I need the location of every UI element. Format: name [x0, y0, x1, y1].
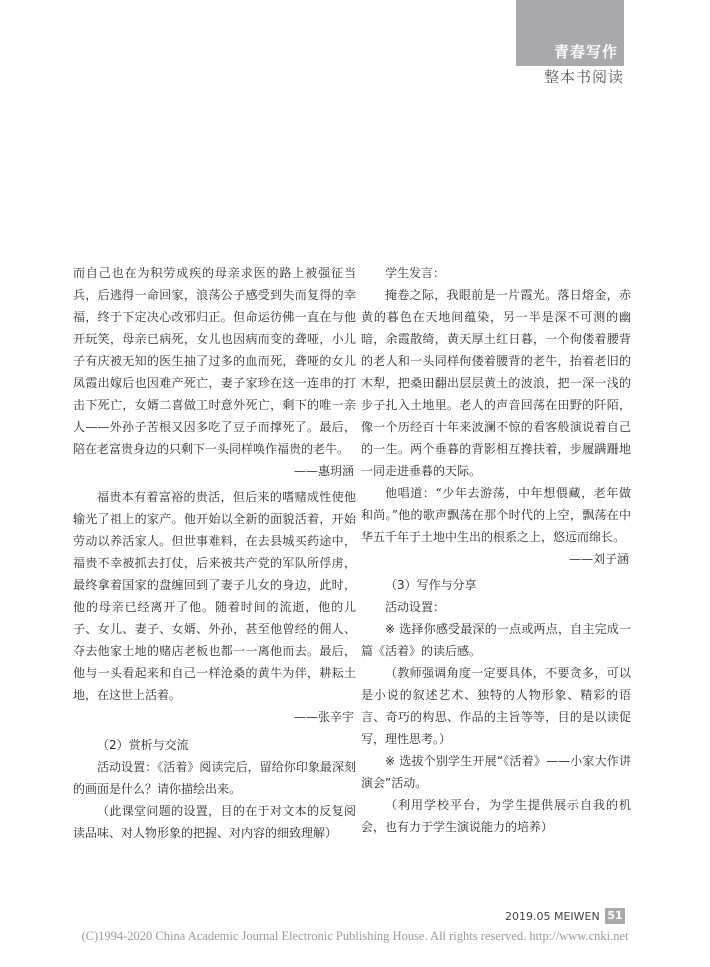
- activity-item-1: ※ 选择你感受最深的一点或两点，自主完成一篇《活着》的读后感。: [361, 622, 631, 658]
- teacher-note-2: （此课堂问题的设置，目的在于对文本的反复阅读品味、对人物形象的把握、对内容的细致理解）: [73, 804, 356, 840]
- activity-item-2: ※ 选拔个别学生开展“《活着》——小家大作讲演会”活动。: [361, 754, 631, 790]
- section-heading-3: （3）写作与分享: [385, 578, 477, 592]
- story-summary-1: 而自己也在为积劳成疾的母亲求医的路上被强征当兵，后逃得一命回家，浪荡公子感受到失而复得的幸福，终于下定决心改邪归正。但命运彷佛一直在与他开玩笑，母亲已病死，女儿也因病而变的聋哑，小儿子有庆被无知的医生抽了过多的血而死，聋哑的女儿凤霞出嫁后也因难产死亡，妻子家珍在这一连串的打击下死亡，女婿二喜做工时意外死亡，剩下的唯一亲人——外孙子苦根又因多吃了豆子而撑死了。最后，陪在老富贵身边的只剩下一头同样唤作福贵的老牛。: [73, 266, 356, 456]
- issue-label: 2019.05 MEIWEN: [505, 910, 600, 923]
- section-heading-2: （2）赏析与交流: [97, 738, 189, 752]
- copyright-watermark: (C)1994-2020 China Academic Journal Electronic Publishing House. All rights reserved. http://www.cnki.net: [81, 929, 629, 943]
- student-speech-2: 他唱道：“少年去游荡，中年想偎藏，老年做和尚。”他的歌声飘荡在那个时代的上空，飘荡在中华五千年于土地中生出的根系之上，悠远而绵长。: [361, 486, 631, 544]
- story-summary-2: 福贵本有着富裕的贵活，但后来的嗜赌成性使他输光了祖上的家产。他开始以全新的面貌活着，开始劳动以养活家人。但世事难料，在去县城买药途中，福贵不幸被抓去打仗，后来被共产党的军队所俘虏，最终拿着国家的盘缠回到了妻子儿女的身边，此时，他的母亲已经离开了他。随着时间的流逝，他的儿子、女儿、妻子、女婿、外孙，甚至他曾经的佣人、夺去他家土地的赌店老板也都一一离他而去。最后，他与一头看起来和自己一样沧桑的黄牛为伴，耕耘土地，在这世上活着。: [73, 490, 356, 702]
- right-column: [361, 262, 631, 838]
- activity-setting-2: 活动设置：《活着》阅读完后，留给你印象最深刻的画面是什么？请你描绘出来。: [73, 760, 356, 796]
- activity-setting-label: 活动设置：: [385, 600, 446, 614]
- author-signature-3: ——刘子涵: [568, 552, 629, 566]
- student-speech-label: 学生发言：: [385, 266, 446, 280]
- teacher-note-3: （教师强调角度一定要具体，不要贪多，可以是小说的叙述艺术、独特的人物形象、精彩的语言、奇巧的构思、作品的主旨等等，目的是以读促写，理性思考。）: [361, 666, 631, 746]
- column-header-box: [516, 0, 624, 66]
- column-subtitle: 整本书阅读: [543, 68, 624, 86]
- teacher-note-4: （利用学校平台，为学生提供展示自我的机会，也有力于学生演说能力的培养）: [361, 798, 631, 834]
- author-signature-2: ——张辛宇: [293, 710, 354, 724]
- author-signature-1: ——惠玥涵: [293, 464, 354, 478]
- student-speech-1: 掩卷之际，我眼前是一片霞光。落日熔金，赤黄的暮色在天地间蕴染，另一半是深不可测的幽暗，余霞散绮，黄天厚土红日暮，一个佝偻着腰背的老人和一头同样佝偻着腰背的老牛，抬着老旧的木犁，把桑田翻出层层黄土的波浪，把一深一浅的步子扎入土地里。老人的声音回荡在田野的阡陌，像一个历经百十年来波澜不惊的看客般演说着自己的一生。两个垂暮的背影相互搀扶着，步履蹒跚地一同走进垂暮的天际。: [361, 288, 631, 478]
- column-title: 青春写作: [553, 43, 618, 61]
- page-number: 51: [605, 908, 625, 924]
- left-column: [73, 262, 356, 844]
